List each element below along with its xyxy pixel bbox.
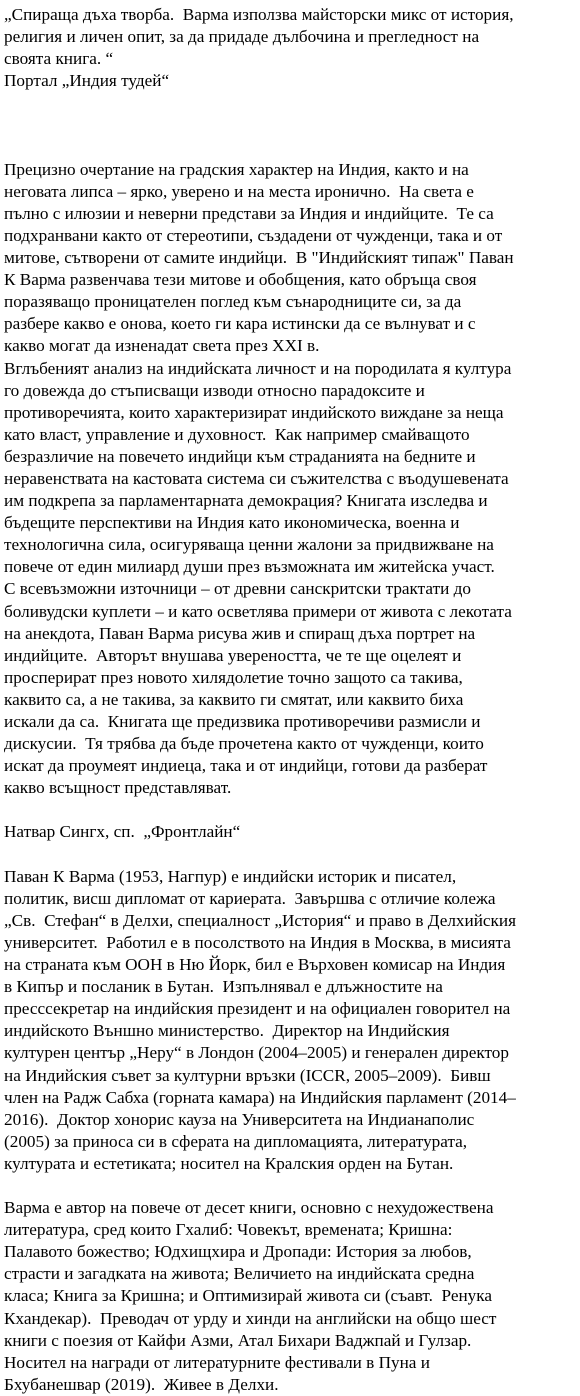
bio-line: културата и естетиката; носител на Кралския орден на Бутан. <box>4 1153 454 1173</box>
review-line: К Варма развенчава тези митове и обобщения, като обръща своя <box>4 270 477 290</box>
works-line: Варма е автор на повече от десет книги, основно с нехудожествена <box>4 1198 494 1218</box>
review-line: неравенствата на кастовата система си съжителства с въодушевената <box>4 468 509 488</box>
review-line: Прецизно очертание на градския характер на Индия, както и на <box>4 159 469 179</box>
works-line: страсти и загадката на живота; Величието на индийската средна <box>4 1264 475 1284</box>
review-line: разбере какво е онова, което ги кара истински да се вълнуват и с <box>4 314 476 334</box>
review-line: поразяващо проницателен поглед към сънародниците си, за да <box>4 292 462 312</box>
bio-line: член на Радж Сабха (горната камара) на Индийския парламент (2014– <box>4 1087 516 1107</box>
review-line: като власт, управление и духовност. Как например смайващото <box>4 424 470 444</box>
review-line: на анекдота, Паван Варма рисува жив и спиращ дъха портрет на <box>4 623 476 643</box>
spacer <box>4 844 580 866</box>
review-block <box>4 159 580 800</box>
quote-line: своята книга. “ <box>4 49 114 69</box>
quote-line: „Спираща дъха творба. Варма използва майсторски микс от история, <box>4 5 514 24</box>
review-line: бъдещите перспективи на Индия като икономическа, военна и <box>4 513 460 533</box>
spacer <box>4 1175 580 1197</box>
bio-line: Паван К Варма (1953, Нагпур) е индийски историк и писател, <box>4 866 457 886</box>
bio-line: на Индийския съвет за културни връзки (ICCR, 2005–2009). Бивш <box>4 1065 491 1085</box>
bio-line: индийското Външно министерство. Директор на Индийския <box>4 1021 450 1041</box>
review-line: Вглъбеният анализ на индийската личност и на породилата я култура <box>4 358 512 378</box>
review-line: неговата липса – ярко, уверено и на места иронично. На света е <box>4 181 474 201</box>
review-line: повече от един милиард души през възможната им житейска участ. <box>4 557 495 577</box>
review-line: каквито са, а не такива, за каквито ги смятат, или каквито биха <box>4 689 464 709</box>
works-line: книги с поезия от Кайфи Азми, Атал Бихари Ваджпай и Гулзар. <box>4 1330 472 1350</box>
review-line: дискусии. Тя трябва да бъде прочетена както от чужденци, които <box>4 734 484 754</box>
review-line: им подкрепа за парламентарната демокрация? Книгата изследва и <box>4 491 488 511</box>
review-line: какво всъщност представляват. <box>4 778 232 798</box>
review-line: просперират през новото хилядолетие точно защото са такива, <box>4 667 463 687</box>
bio-line: „Св. Стефан“ в Делхи, специалност „История“ и право в Делхийския <box>4 910 516 930</box>
works-line: Носител на награди от литературните фестивали в Пуна и <box>4 1352 430 1372</box>
review-source-block <box>4 821 580 843</box>
review-line: го довежда до стъписващи изводи относно парадоксите и <box>4 380 425 400</box>
bio-line: в Кипър и посланик в Бутан. Изпълнявал е длъжностите на <box>4 977 443 997</box>
review-line: какво могат да изненадат света през XXI в. <box>4 336 320 356</box>
review-line: искали да са. Книгата ще предизвика противоречиви размисли и <box>4 712 481 732</box>
works-line: литература, сред които Гхалиб: Човекът, времената; Кришна: <box>4 1220 453 1240</box>
quote-block <box>4 4 580 92</box>
bio-line: 2016). Доктор хонорис кауза на Университета на Индианаполис <box>4 1109 475 1129</box>
review-source: Натвар Сингх, сп. „Фронтлайн“ <box>4 822 241 842</box>
spacer <box>4 92 580 158</box>
works-line: Палавото божество; Юдхищхира и Дропади: История за любов, <box>4 1242 472 1262</box>
bio-line: университет. Работил е в посолството на Индия в Москва, в мисията <box>4 932 511 952</box>
works-line: Кхандекар). Преводач от урду и хинди на английски на общо шест <box>4 1308 497 1328</box>
review-line: пълно с илюзии и неверни представи за Индия и индийците. Те са <box>4 203 494 223</box>
review-line: искат да проумеят индиеца, така и от индийци, готови да разберат <box>4 756 488 776</box>
works-block <box>4 1197 580 1396</box>
document-page <box>4 4 580 1396</box>
review-line: технологична сила, осигуряваща ценни жалони за придвижване на <box>4 535 494 555</box>
works-line: Бхубанешвар (2019). Живее в Делхи. <box>4 1374 279 1394</box>
review-line: боливудски куплети – и като осветлява примери от живота с лекотата <box>4 601 512 621</box>
bio-line: пресссекретар на индийския президент и на официален говорител на <box>4 999 511 1019</box>
works-line: класа; Книга за Кришна; и Оптимизирай живота си (съавт. Ренука <box>4 1286 492 1306</box>
bio-line: на страната към ООН в Ню Йорк, бил е Върховен комисар на Индия <box>4 955 506 975</box>
spacer <box>4 799 580 821</box>
quote-source: Портал „Индия тудей“ <box>4 71 170 91</box>
review-line: подхранвани както от стереотипи, създадени от чужденци, така и от <box>4 225 503 245</box>
bio-line: културен център „Неру“ в Лондон (2004–2005) и генерален директор <box>4 1043 509 1063</box>
bio-line: политик, висш дипломат от кариерата. Завършва с отличие колежа <box>4 888 496 908</box>
review-line: С всевъзможни източници – от древни санскритски трактати до <box>4 579 471 599</box>
review-line: противоречията, които характеризират индийското виждане за неща <box>4 402 504 422</box>
quote-line: религия и личен опит, за да придаде дълбочина и прегледност на <box>4 27 480 47</box>
review-line: митове, сътворени от самите индийци. В "Индийският типаж" Паван <box>4 248 514 268</box>
bio-block <box>4 866 580 1175</box>
review-line: индийците. Авторът внушава увереността, че те ще оцелеят и <box>4 645 462 665</box>
bio-line: (2005) за приноса си в сферата на дипломацията, литературата, <box>4 1131 468 1151</box>
review-line: безразличие на повечето индийци към страданията на бедните и <box>4 446 476 466</box>
